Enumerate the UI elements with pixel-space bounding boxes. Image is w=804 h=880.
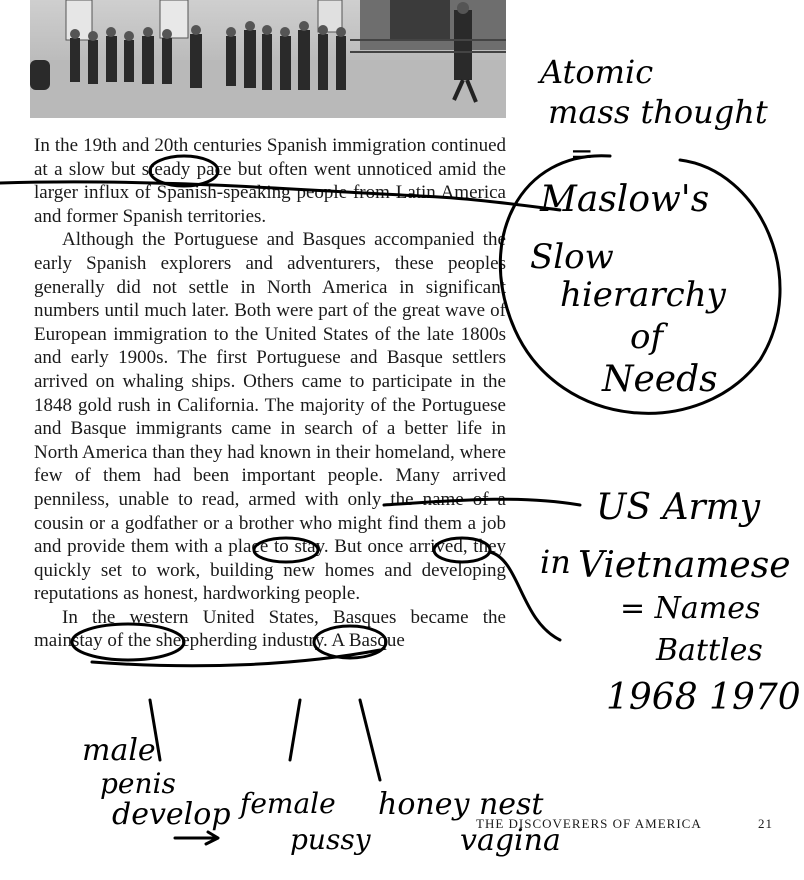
annotation-atomic: Atomic xyxy=(540,53,654,91)
annotation-battles: Battles xyxy=(656,633,763,668)
annotation-vagina: vagina xyxy=(460,823,561,858)
annotation-female: female xyxy=(240,787,336,820)
annotation-vietnamese: Vietnamese xyxy=(578,545,791,586)
page-number: 21 xyxy=(758,816,773,831)
annotation-in: in xyxy=(540,543,571,581)
annotation-honey-nest: honey nest xyxy=(378,787,544,822)
paragraph-3: In the western United States, Basques became the mainstay of the sheepherding industry. A Basque xyxy=(34,606,506,652)
annotation-needs: Needs xyxy=(602,359,718,400)
annotation-pussy: pussy xyxy=(290,823,371,856)
historical-photo xyxy=(30,0,506,118)
annotation-of: of xyxy=(630,317,664,357)
annotation-years: 1968 1970 xyxy=(606,677,801,718)
paragraph-1: In the 19th and 20th centuries Spanish immigration continued at a slow but steady pace but often went unnoticed amid the larger influx of Spanish-speaking people from Latin America and former Spanish territories. xyxy=(34,135,506,227)
paragraph-2: Although the Portuguese and Basques accompanied the early Spanish explorers and adventurers, these peoples generally did not settle in North America in significant numbers until much later. Both were part of the great wave of European immigration to the United States of the late 1800s and early 1900s. The first Portuguese and Basque settlers arrived on whaling ships. Others came to participate in the 1848 gold rush in California. The majority of the Portuguese and Basque immigrants came in search of a better life in North America than they had known in their homeland, where few of them had been important people. Many arrived penniless, unable to read, armed with only the name of a cousin or a godfather or a brother who might find them a job and provide them with a place to stay. But once arrived, they quickly set to work, building new homes and developing reputations as honest, hardworking people. xyxy=(34,229,506,605)
running-title: THE DISCOVERERS OF AMERICA xyxy=(476,816,702,831)
annotation-us-army: US Army xyxy=(596,487,761,528)
article-body xyxy=(34,134,506,653)
annotation-hierarchy: hierarchy xyxy=(560,275,726,315)
annotation-penis: penis xyxy=(100,767,176,800)
annotation-names: = Names xyxy=(620,591,761,626)
annotation-equals-1: = xyxy=(570,137,594,170)
annotation-mass-thought: mass thought xyxy=(548,93,768,131)
annotation-maslows: Maslow's xyxy=(540,179,710,220)
annotation-develop: develop xyxy=(112,797,231,832)
annotation-male: male xyxy=(82,733,156,768)
annotation-slow: Slow xyxy=(530,237,614,277)
